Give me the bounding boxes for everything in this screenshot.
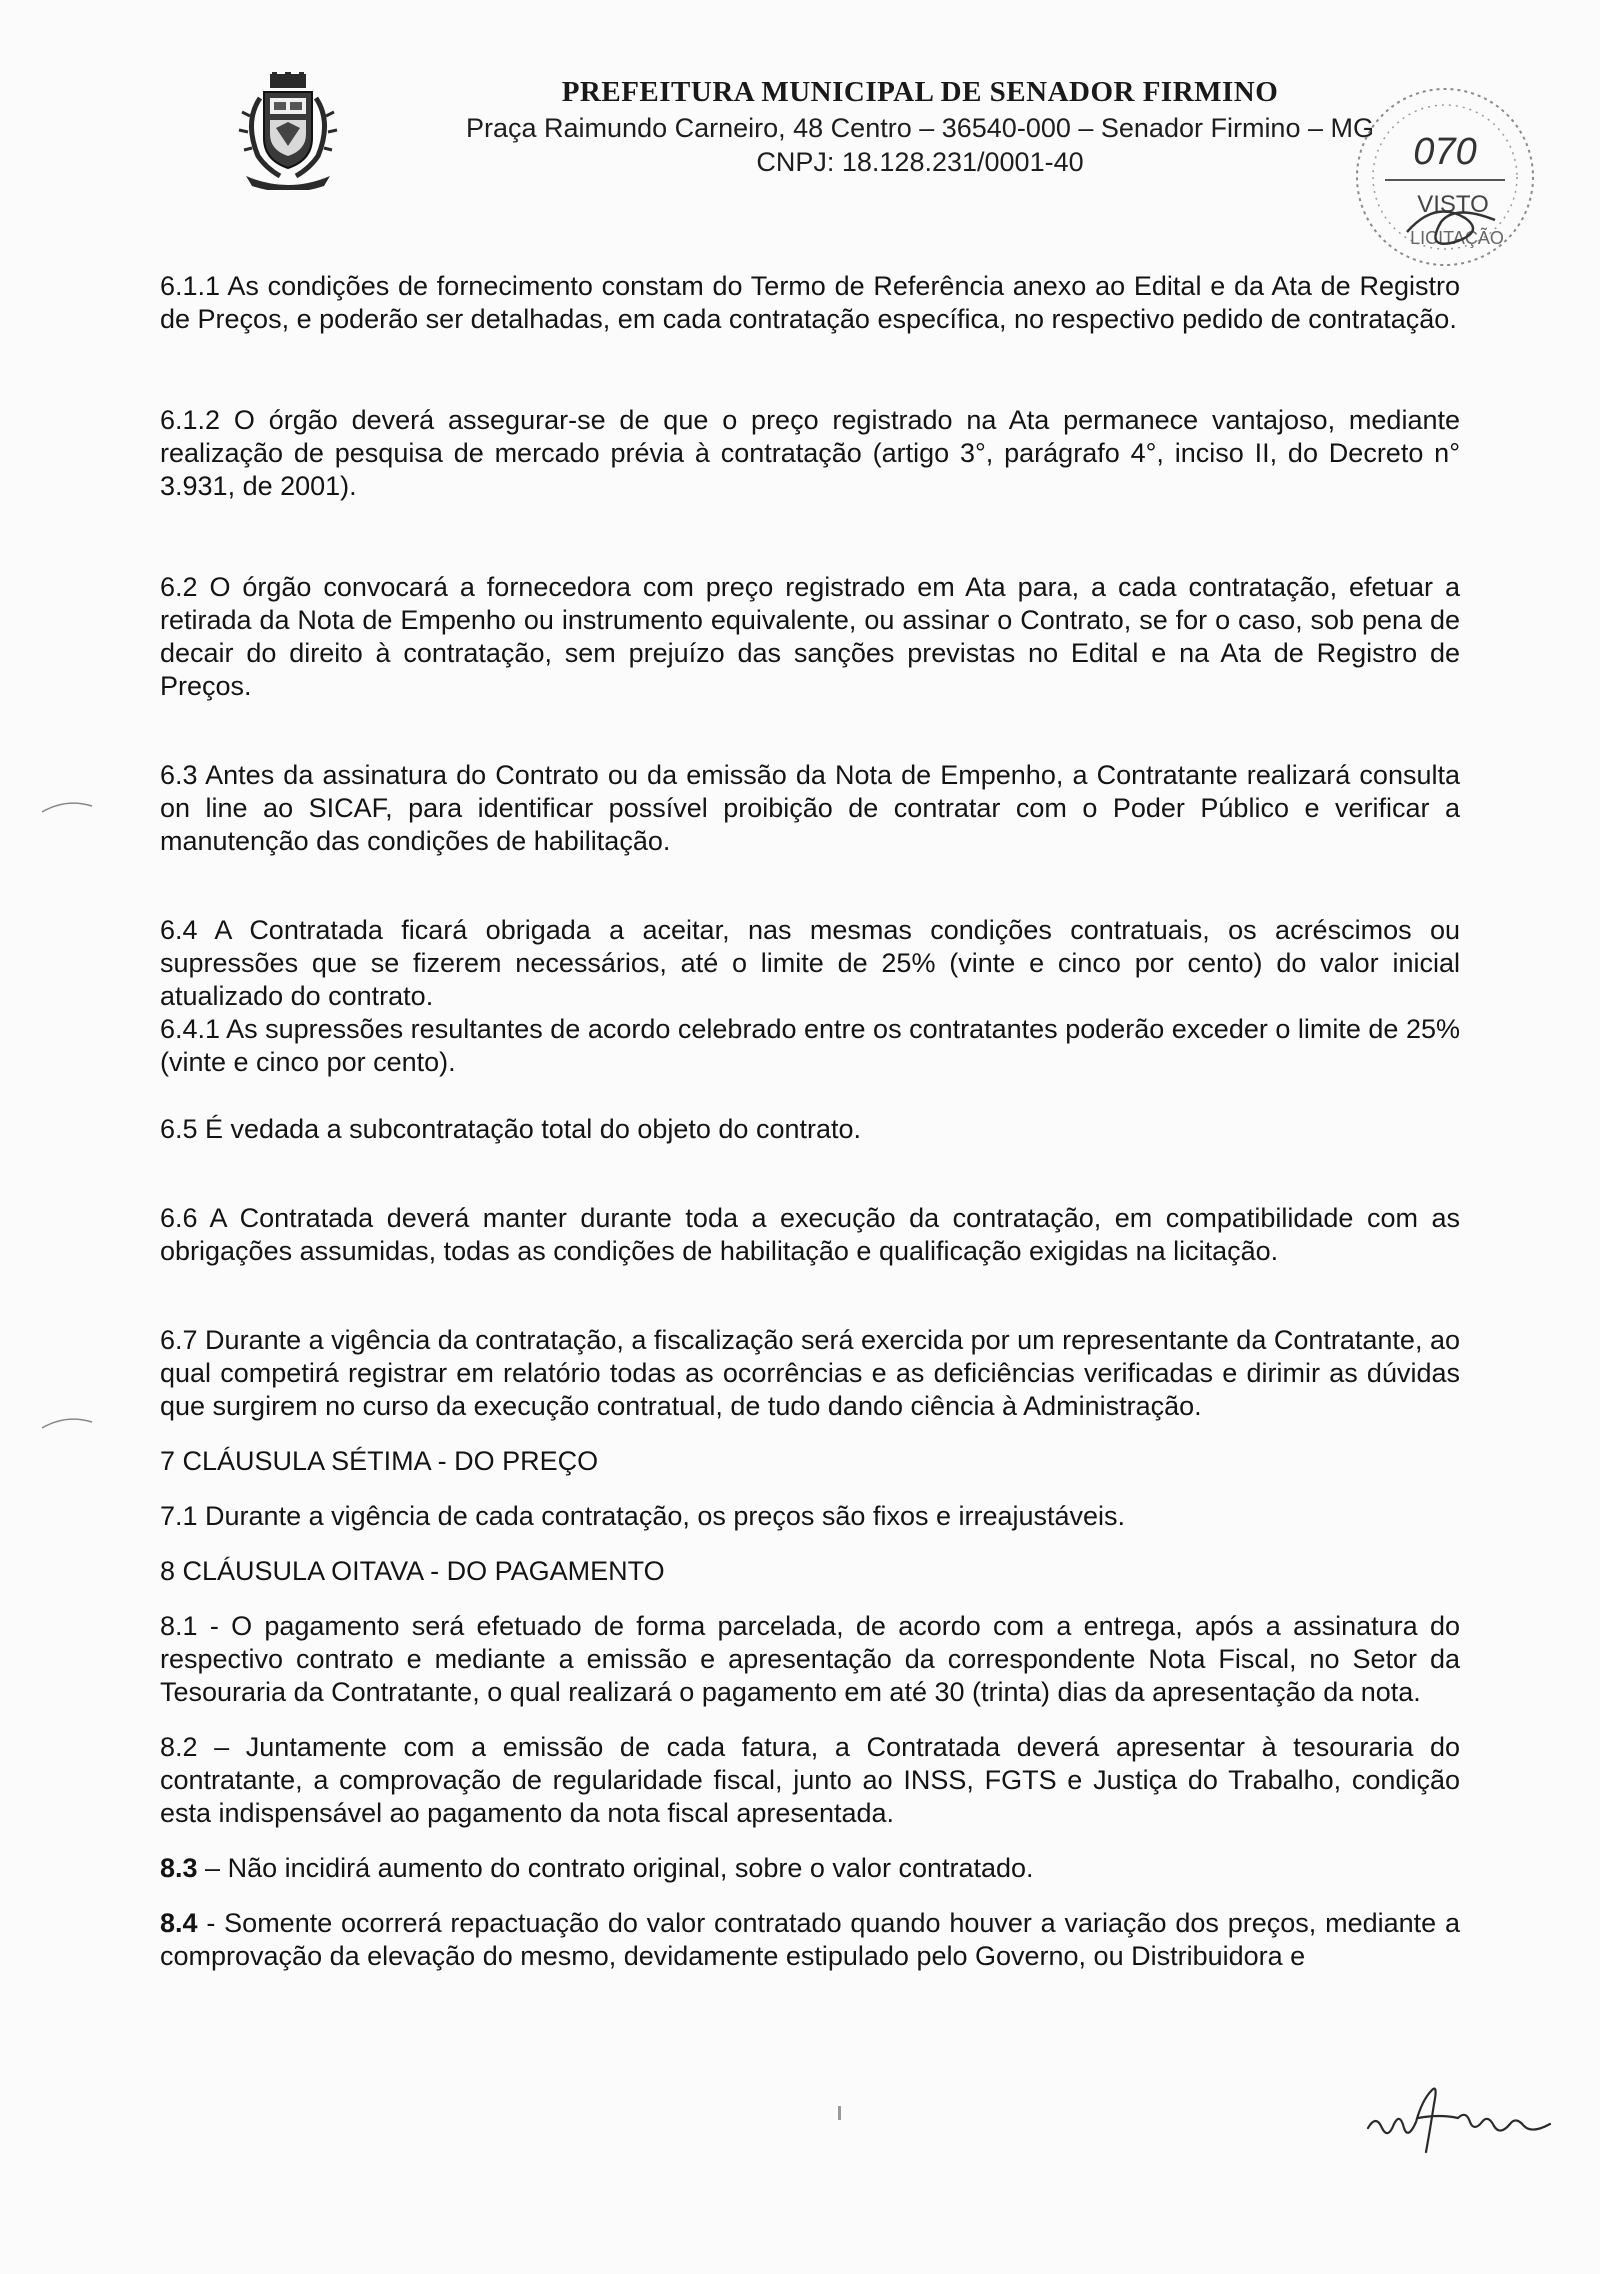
stamp-number: 070	[1413, 131, 1477, 173]
clause-6-2: 6.2 O órgão convocará a fornecedora com preço registrado em Ata para, a cada contratação, efetuar a retirada da Nota de Empenho ou instrumento equivalente, ou assinar o Contrato, se for o caso, sob pena de decair do direito à contratação, sem prejuízo das sanções previstas no Edital e na Ata de Registro de Preços.	[160, 572, 1460, 701]
stamp-arc-text: LICITAÇÃO	[1410, 228, 1504, 248]
clause-8-heading: 8 CLÁUSULA OITAVA - DO PAGAMENTO	[160, 1556, 665, 1586]
clause-6-4: 6.4 A Contratada ficará obrigada a aceitar, nas mesmas condições contratuais, os acréscimos ou supressões que se fizerem necessários, até o limite de 25% (vinte e cinco por cento) do valor inicial atualizado do contrato.	[160, 915, 1460, 1011]
clause-6-1-1: 6.1.1 As condições de fornecimento constam do Termo de Referência anexo ao Edital e da Ata de Registro de Preços, e poderão ser detalhadas, em cada contratação específica, no respectivo pedido de contratação.	[160, 271, 1460, 334]
clause-8-3	[160, 1852, 1460, 1885]
clause-6-1-2: 6.1.2 O órgão deverá assegurar-se de que o preço registrado na Ata permanece vantajoso, mediante realização de pesquisa de mercado prévia à contratação (artigo 3°, parágrafo 4°, inciso II, do Decreto n° 3.931, de 2001).	[160, 405, 1460, 501]
municipal-crest-logo	[236, 72, 340, 190]
visto-stamp	[1345, 82, 1545, 272]
clause-8-4	[160, 1907, 1460, 1973]
clause-8-4-number: 8.4	[160, 1908, 198, 1938]
municipality-title: PREFEITURA MUNICIPAL DE SENADOR FIRMINO	[561, 76, 1279, 108]
municipality-address: Praça Raimundo Carneiro, 48 Centro – 36540-000 – Senador Firmino – MG	[466, 113, 1374, 143]
clause-6-4-1: 6.4.1 As supressões resultantes de acordo celebrado entre os contratantes poderão exceder o limite de 25% (vinte e cinco por cento).	[160, 1014, 1460, 1077]
clause-8-2: 8.2 – Juntamente com a emissão de cada fatura, a Contratada deverá apresentar à tesouraria do contratante, a comprovação de regularidade fiscal, junto ao INSS, FGTS e Justiça do Trabalho, condição esta indispensável ao pagamento da nota fiscal apresentada.	[160, 1732, 1460, 1828]
clause-8-3-text: – Não incidirá aumento do contrato original, sobre o valor contratado.	[197, 1853, 1034, 1883]
clause-7-heading: 7 CLÁUSULA SÉTIMA - DO PREÇO	[160, 1446, 599, 1476]
margin-mark	[38, 1412, 98, 1432]
clause-6-5: 6.5 É vedada a subcontratação total do objeto do contrato.	[160, 1114, 861, 1144]
contract-body	[160, 270, 1460, 1973]
handwritten-initials	[1360, 2070, 1560, 2160]
stamp-visto-text: VISTO	[1417, 191, 1489, 218]
clause-7-1: 7.1 Durante a vigência de cada contratação, os preços são fixos e irreajustáveis.	[160, 1501, 1126, 1531]
municipality-cnpj: CNPJ: 18.128.231/0001-40	[756, 147, 1084, 177]
clause-6-3: 6.3 Antes da assinatura do Contrato ou da emissão da Nota de Empenho, a Contratante realizará consulta on line ao SICAF, para identificar possível proibição de contratar com o Poder Público e verificar a manutenção das condições de habilitação.	[160, 760, 1460, 856]
clause-8-4-text: - Somente ocorrerá repactuação do valor contratado quando houver a variação dos preços, mediante a comprovação da elevação do mesmo, devidamente estipulado pelo Governo, ou Distribuidora e	[160, 1908, 1460, 1971]
margin-mark	[38, 796, 98, 816]
clause-6-7: 6.7 Durante a vigência da contratação, a fiscalização será exercida por um representante da Contratante, ao qual competirá registrar em relatório todas as ocorrências e as deficiências verificadas e dirimir as dúvidas que surgirem no curso da execução contratual, de tudo dando ciência à Administração.	[160, 1325, 1460, 1421]
letterhead	[420, 76, 1420, 179]
clause-6-6: 6.6 A Contratada deverá manter durante toda a execução da contratação, em compatibilidade com as obrigações assumidas, todas as condições de habilitação e qualificação exigidas na licitação.	[160, 1203, 1460, 1266]
scan-artifact	[838, 2106, 841, 2120]
clause-8-3-number: 8.3	[160, 1853, 198, 1883]
clause-8-1: 8.1 - O pagamento será efetuado de forma parcelada, de acordo com a entrega, após a assinatura do respectivo contrato e mediante a emissão e apresentação da correspondente Nota Fiscal, no Setor da Tesouraria da Contratante, o qual realizará o pagamento em até 30 (trinta) dias da apresentação da nota.	[160, 1611, 1460, 1707]
